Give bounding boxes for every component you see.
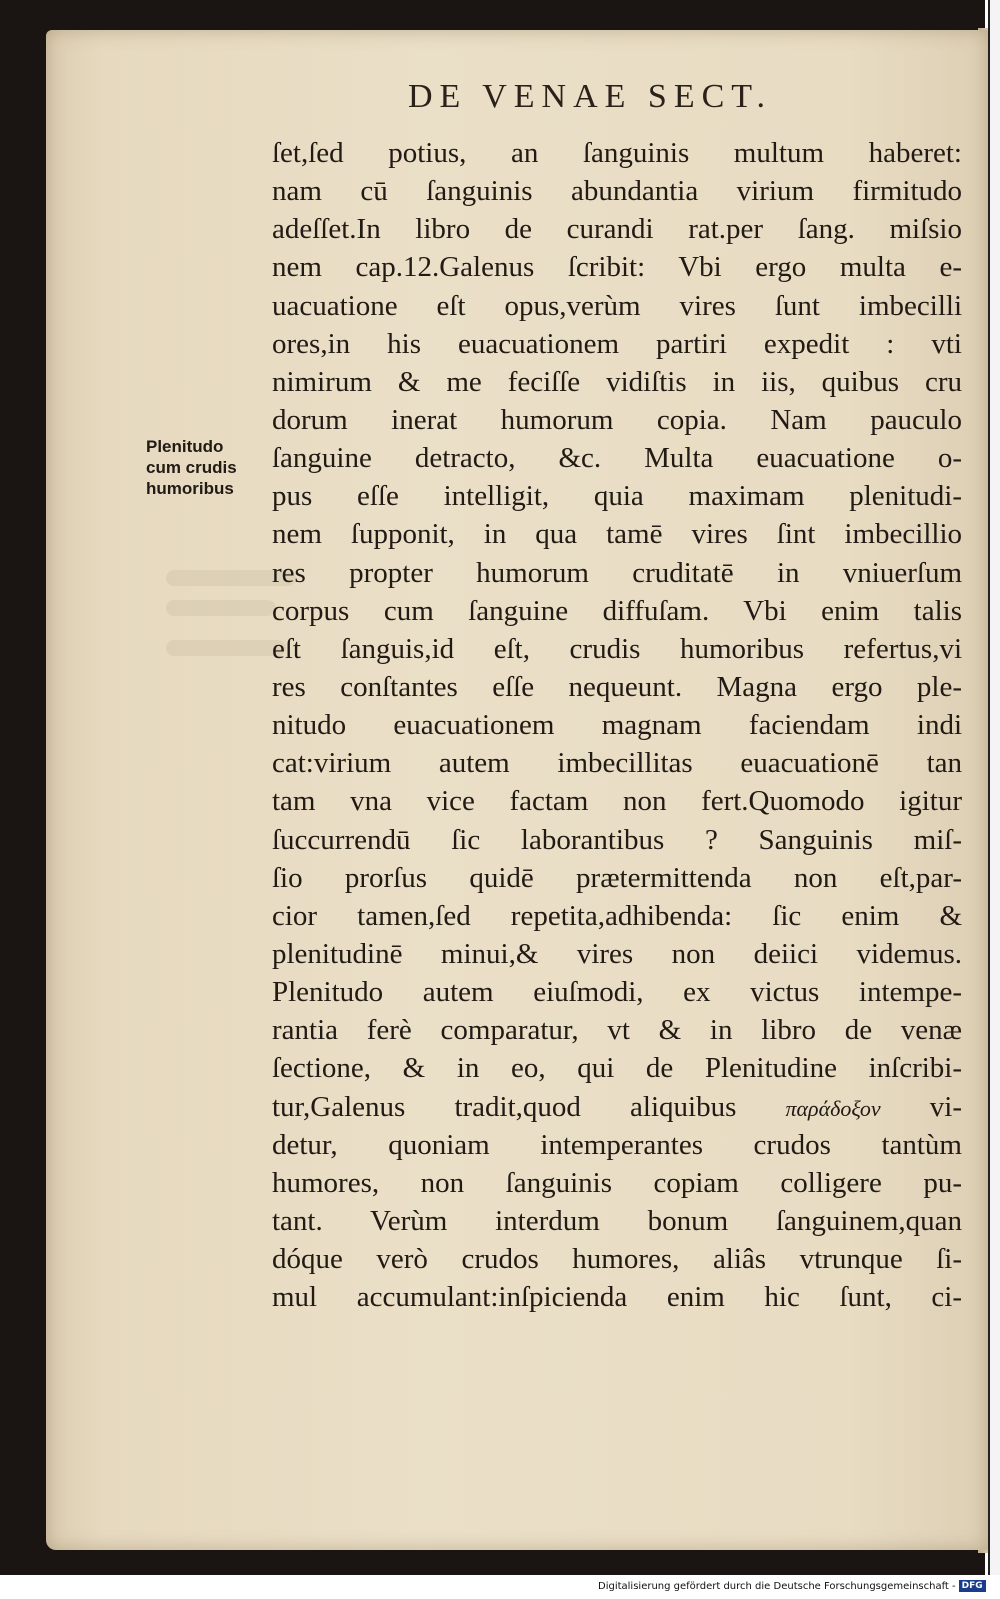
text-line: ſio prorſus quidē prætermittenda non eſt,par- — [272, 861, 962, 894]
text-line: ſet,ſed potius, an ſanguinis multum haberet: — [272, 137, 962, 169]
body-text — [272, 134, 962, 1316]
text-line: cat:virium autem imbecillitas euacuationē tan — [272, 747, 962, 780]
text-line: res conſtantes eſſe nequeunt. Magna ergo ple- — [272, 670, 962, 703]
text-line: corpus cum ſanguine diffuſam. Vbi enim talis — [272, 594, 962, 627]
text-line: nem ſupponit, in qua tamē vires ſint imbecillio — [272, 518, 962, 551]
text-line: tam vna vice factam non fert.Quomodo igitur — [272, 785, 962, 818]
dfg-logo: DFG — [959, 1580, 986, 1592]
text-line: nitudo euacuationem magnam faciendam indi — [272, 709, 962, 742]
text-line: nem cap.12.Galenus ſcribit: Vbi ergo multa e- — [272, 251, 962, 284]
text-line: uacuatione eſt opus,verùm vires ſunt imbecilli — [272, 289, 962, 322]
footer-credit — [598, 1580, 986, 1592]
text-line: nimirum & me feciſſe vidiſtis in iis, quibus cru — [272, 365, 962, 398]
text-line: adeſſet.In libro de curandi rat.per ſang. miſsio — [272, 213, 962, 246]
running-head: DE VENAE SECT. — [408, 78, 773, 115]
show-through — [166, 600, 276, 616]
marginal-note-line: Plenitudo — [146, 437, 224, 456]
text-line: eſt ſanguis,id eſt, crudis humoribus refertus,vi — [272, 632, 962, 665]
text-line: ſectione, & in eo, qui de Plenitudine inſcribi- — [272, 1052, 962, 1085]
text-line: mul accumulant:inſpicienda enim hic ſunt, ci- — [272, 1281, 962, 1314]
marginal-note-line: cum crudis — [146, 458, 237, 477]
text-line: ores,in his euacuationem partiri expedit : vti — [272, 327, 962, 360]
greek-word: παράδοξον — [785, 1095, 881, 1121]
text-line: pus eſſe intelligit, quia maximam plenitudi- — [272, 480, 962, 513]
text-line: tant. Verùm interdum bonum ſanguinem,quan — [272, 1204, 962, 1237]
text-line: res propter humorum cruditatē in vniuerſum — [272, 556, 962, 589]
text-line: dóque verò crudos humores, aliâs vtrunque ſi- — [272, 1243, 962, 1276]
marginal-note — [146, 436, 276, 499]
text-line: tur,Galenus tradit,quod aliquibus παράδοξον vi- — [272, 1090, 962, 1123]
footer-credit-text: Digitalisierung gefördert durch die Deutsche Forschungsgemeinschaft - — [598, 1581, 956, 1592]
viewer-edge — [988, 0, 1000, 1575]
text-line: rantia ferè comparatur, vt & in libro de venæ — [272, 1014, 962, 1047]
text-line: detur, quoniam intemperantes crudos tantùm — [272, 1128, 962, 1161]
text-line: cior tamen,ſed repetita,adhibenda: ſic enim & — [272, 899, 962, 932]
text-line: ſuccurrendū ſic laborantibus ? Sanguinis miſ- — [272, 823, 962, 856]
text-line: dorum inerat humorum copia. Nam pauculo — [272, 403, 962, 436]
show-through — [166, 640, 286, 656]
text-line: plenitudinē minui,& vires non deiici videmus. — [272, 937, 962, 970]
marginal-note-line: humoribus — [146, 479, 234, 498]
text-line: nam cū ſanguinis abundantia virium firmitudo — [272, 175, 962, 208]
text-line: humores, non ſanguinis copiam colligere pu- — [272, 1166, 962, 1199]
text-line: Plenitudo autem eiuſmodi, ex victus intempe- — [272, 976, 962, 1009]
text-line: ſanguine detracto, &c. Multa euacuatione o- — [272, 442, 962, 475]
